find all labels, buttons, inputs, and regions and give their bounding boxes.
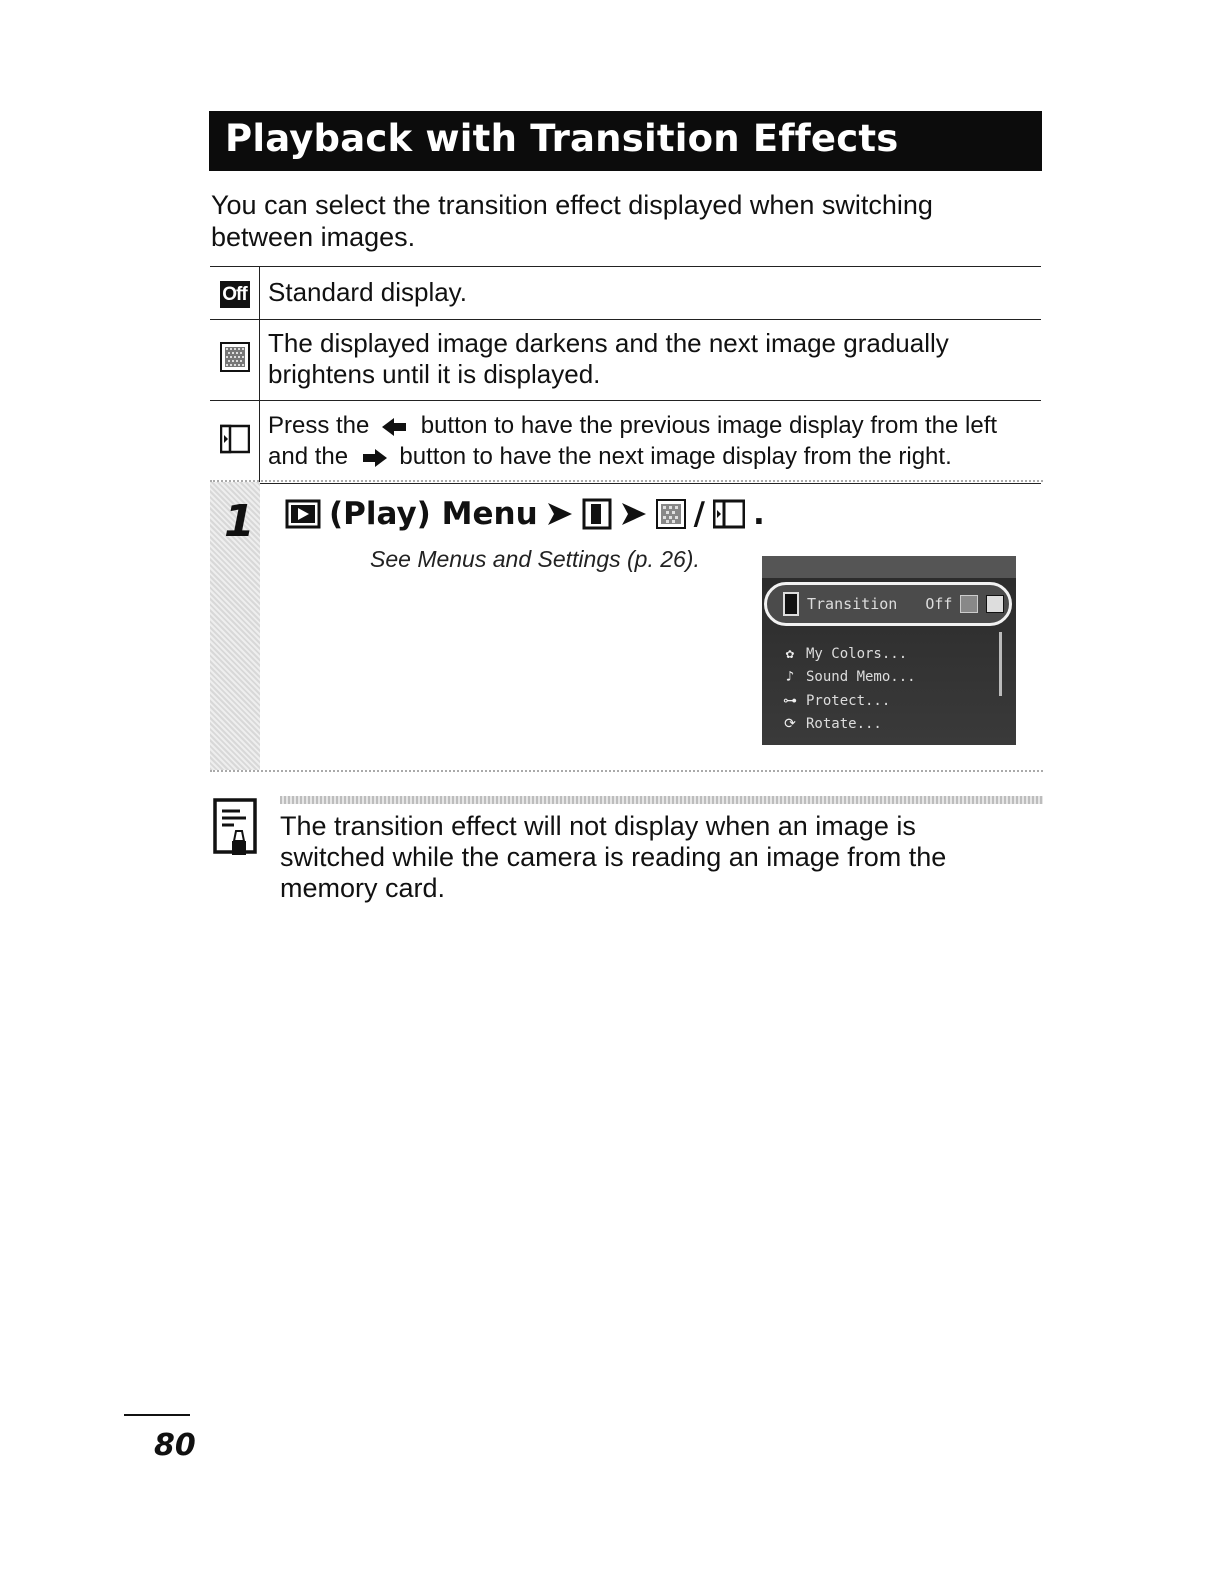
off-icon: Off — [220, 281, 250, 308]
lcd-item-label: Protect... — [806, 692, 891, 709]
table-row — [210, 320, 1041, 401]
slide-icon — [713, 499, 745, 529]
slide-icon — [986, 595, 1004, 613]
page-title: Playback with Transition Effects — [209, 111, 1042, 171]
my-colors-icon: ✿ — [785, 645, 795, 662]
icon-cell — [210, 267, 260, 320]
step-section — [210, 480, 1043, 772]
icon-cell — [210, 401, 260, 484]
step-number: 1 — [224, 496, 255, 547]
intro-text: You can select the transition effect displayed when switching between images. — [211, 190, 933, 252]
lcd-item-label: Sound Memo... — [806, 669, 916, 686]
lcd-item-label: Rotate... — [806, 716, 882, 733]
list-item — [782, 713, 916, 737]
list-item — [782, 642, 916, 666]
heading-period: . — [753, 496, 765, 532]
lcd-highlight-value: Off — [925, 595, 953, 613]
rotate-icon: ⟳ — [784, 716, 796, 733]
icon-cell — [210, 320, 260, 401]
page-number-rule — [124, 1414, 190, 1416]
page-number: 80 — [154, 1428, 196, 1463]
left-action-text: button to have the previous image display from the left — [420, 412, 998, 439]
menu-reference: See Menus and Settings (p. 26). — [370, 546, 700, 572]
step-heading — [285, 492, 765, 536]
note-band — [280, 796, 1043, 804]
lcd-highlighted-item — [764, 582, 1012, 626]
transition-icon — [783, 592, 799, 616]
lcd-item-label: My Colors... — [806, 645, 908, 662]
effect-description: The displayed image darkens and the next image gradually brightens until it is displayed. — [260, 320, 1042, 401]
play-menu-label: (Play) Menu — [329, 496, 538, 532]
note-icon — [212, 797, 260, 859]
fade-icon — [960, 595, 978, 613]
list-item — [782, 666, 916, 690]
lcd-tab-bar — [762, 556, 1016, 578]
table-row — [210, 401, 1041, 484]
effect-description: Standard display. — [260, 267, 1042, 320]
fade-icon — [220, 342, 250, 379]
fade-icon — [656, 499, 686, 529]
list-item — [782, 689, 916, 713]
separator-slash: / — [693, 496, 705, 532]
lcd-highlight-label: Transition — [807, 595, 898, 613]
arrow-right-icon — [546, 499, 574, 529]
camera-lcd-screenshot — [762, 556, 1016, 745]
lcd-menu-list — [782, 642, 916, 736]
play-icon — [285, 498, 321, 530]
right-action-text: button to have the next image display from the right. — [399, 443, 952, 470]
transition-setting-icon — [582, 498, 612, 530]
slide-icon — [220, 424, 250, 461]
sound-memo-icon: ♪ — [785, 669, 795, 686]
effect-description — [260, 401, 1042, 484]
press-label: Press the — [268, 412, 370, 439]
protect-icon: ⊶ — [783, 692, 797, 709]
lcd-scrollbar — [999, 632, 1002, 696]
table-row — [210, 267, 1041, 320]
and-label: and the — [268, 443, 349, 470]
note-text: The transition effect will not display when an image is switched while the camera is reading an image from the memory card. — [280, 811, 947, 903]
left-arrow-icon — [380, 416, 410, 438]
right-arrow-icon — [359, 447, 389, 469]
arrow-right-icon — [620, 499, 648, 529]
transition-effects-table — [210, 266, 1041, 484]
